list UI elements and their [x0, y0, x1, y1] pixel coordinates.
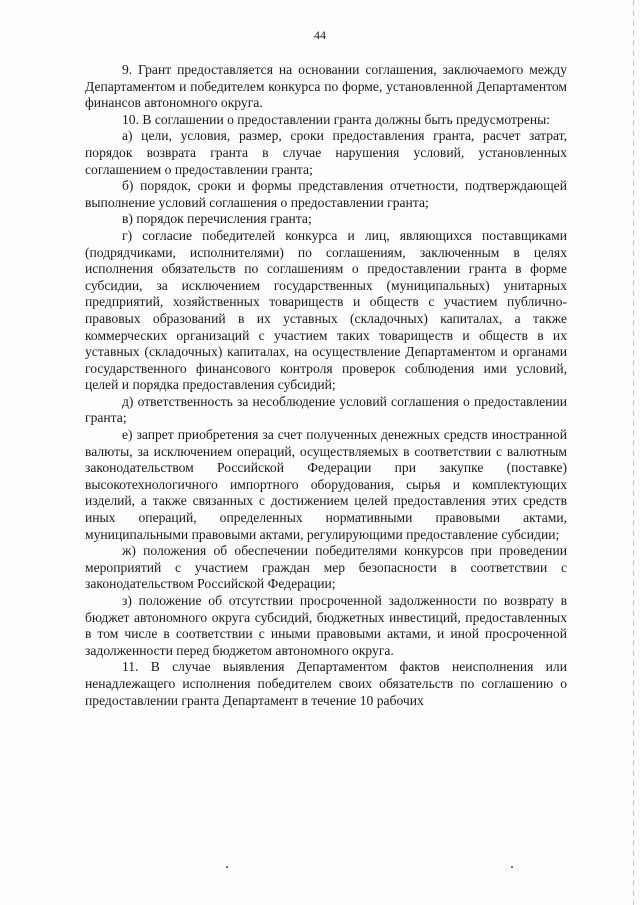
subitem-z: з) положение об отсутствии просроченной задолженности по возврату в бюджет автономного округа субсидий, бюджетных инвестиций, предоставленных в том числе в соответствии с иными правовыми актами, и иной просроченной задолженности перед бюджетом автономного округа. [85, 593, 567, 658]
page-number: 44 [314, 28, 326, 42]
paragraph-10: 10. В соглашении о предоставлении гранта должны быть предусмотрены: [122, 111, 551, 127]
subitem-a: а) цели, условия, размер, сроки предоставления гранта, расчет затрат, порядок возврата гранта в случае нарушения условий, установленных соглашением о предоставлении гранта; [85, 128, 567, 177]
subitem-e: е) запрет приобретения за счет полученных денежных средств иностранной валюты, за исключением операций, осуществляемых в соответствии с валютным законодательством Российской Федерации при закупке (поставке) высокотехнологичного импортного оборудования, сырья и комплектующих изделий, а также связанных с достижением целей предоставления этих средств иных операций, определенных нормативными правовыми актами, муниципальными правовыми актами, регулирующими предоставление субсидии; [85, 427, 567, 542]
subitem-d: д) ответственность за несоблюдение условий соглашения о предоставлении гранта; [85, 393, 567, 426]
scan-speck [226, 866, 228, 868]
document-body [85, 62, 567, 709]
scan-speck [511, 866, 513, 868]
subitem-v: в) порядок перечисления гранта; [122, 211, 312, 227]
subitem-b: б) порядок, сроки и формы представления отчетности, подтверждающей выполнение условий соглашения о предоставлении гранта; [85, 178, 567, 210]
paragraph-9: 9. Грант предоставляется на основании соглашения, заключаемого между Департаментом и победителем конкурса по форме, установленной Департаментом финансов автономного округа. [85, 62, 567, 111]
scan-edge [633, 0, 634, 905]
paragraph-11: 11. В случае выявления Департаментом фактов неисполнения или ненадлежащего исполнения победителем своих обязательств по соглашению о предоставлении гранта Департамент в течение 10 рабочих [85, 659, 567, 708]
subitem-zh: ж) положения об обеспечении победителями конкурсов при проведении мероприятий с участием граждан мер безопасности в соответствии с законодательством Российской Федерации; [85, 543, 567, 592]
subitem-g: г) согласие победителей конкурса и лиц, являющихся поставщиками (подрядчиками, исполнителями) по соглашениям, заключенным в целях исполнения обязательств по соглашениям о предоставлении гранта в форме субсидии, за исключением государственных (муниципальных) унитарных предприятий, хозяйственных товариществ и обществ с участием публично-правовых образований в их уставных (складочных) капиталах, а также коммерческих организаций с участием таких товариществ и обществ в их уставных (складочных) капиталах, на осуществление Департаментом и органами государственного финансового контроля проверок соблюдения ими условий, целей и порядка предоставления субсидий; [85, 227, 567, 393]
